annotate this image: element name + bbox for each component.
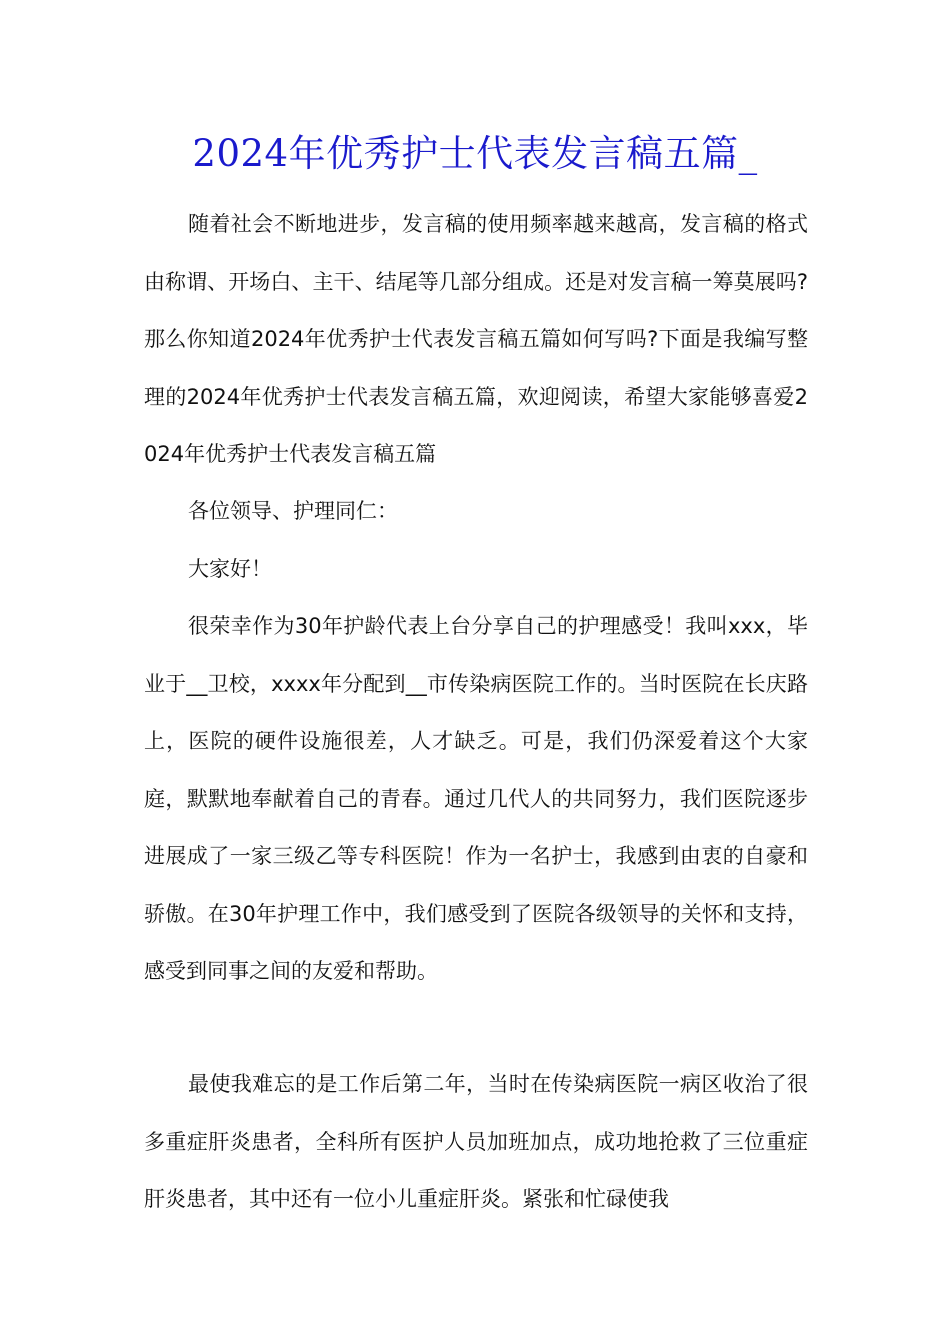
intro-paragraph: 随着社会不断地进步，发言稿的使用频率越来越高，发言稿的格式由称谓、开场白、主干、结尾等几部分组成。还是对发言稿一筹莫展吗?那么你知道2024年优秀护士代表发言稿五篇如何写吗?下面是我编写整理的2024年优秀护士代表发言稿五篇，欢迎阅读，希望大家能够喜爱2024年优秀护士代表发言稿五篇 bbox=[144, 212, 808, 466]
body-paragraph-1: 很荣幸作为30年护龄代表上台分享自己的护理感受！我叫xxx，毕业于__卫校，xxxx年分配到__市传染病医院工作的。当时医院在长庆路上，医院的硬件设施很差，人才缺乏。可是，我们仍深爱着这个大家庭，默默地奉献着自己的青春。通过几代人的共同努力，我们医院逐步进展成了一家三级乙等专科医院！作为一名护士，我感到由衷的自豪和骄傲。在30年护理工作中，我们感受到了医院各级领导的关怀和支持，感受到同事之间的友爱和帮助。 bbox=[144, 614, 808, 983]
document-title: 2024年优秀护士代表发言稿五篇_ bbox=[192, 132, 758, 175]
greeting-paragraph: 大家好！ bbox=[188, 557, 272, 581]
salutation-paragraph: 各位领导、护理同仁： bbox=[188, 499, 398, 523]
body-paragraph-2: 最使我难忘的是工作后第二年，当时在传染病医院一病区收治了很多重症肝炎患者，全科所有医护人员加班加点，成功地抢救了三位重症肝炎患者，其中还有一位小儿重症肝炎。紧张和忙碌使我 bbox=[144, 1072, 808, 1211]
